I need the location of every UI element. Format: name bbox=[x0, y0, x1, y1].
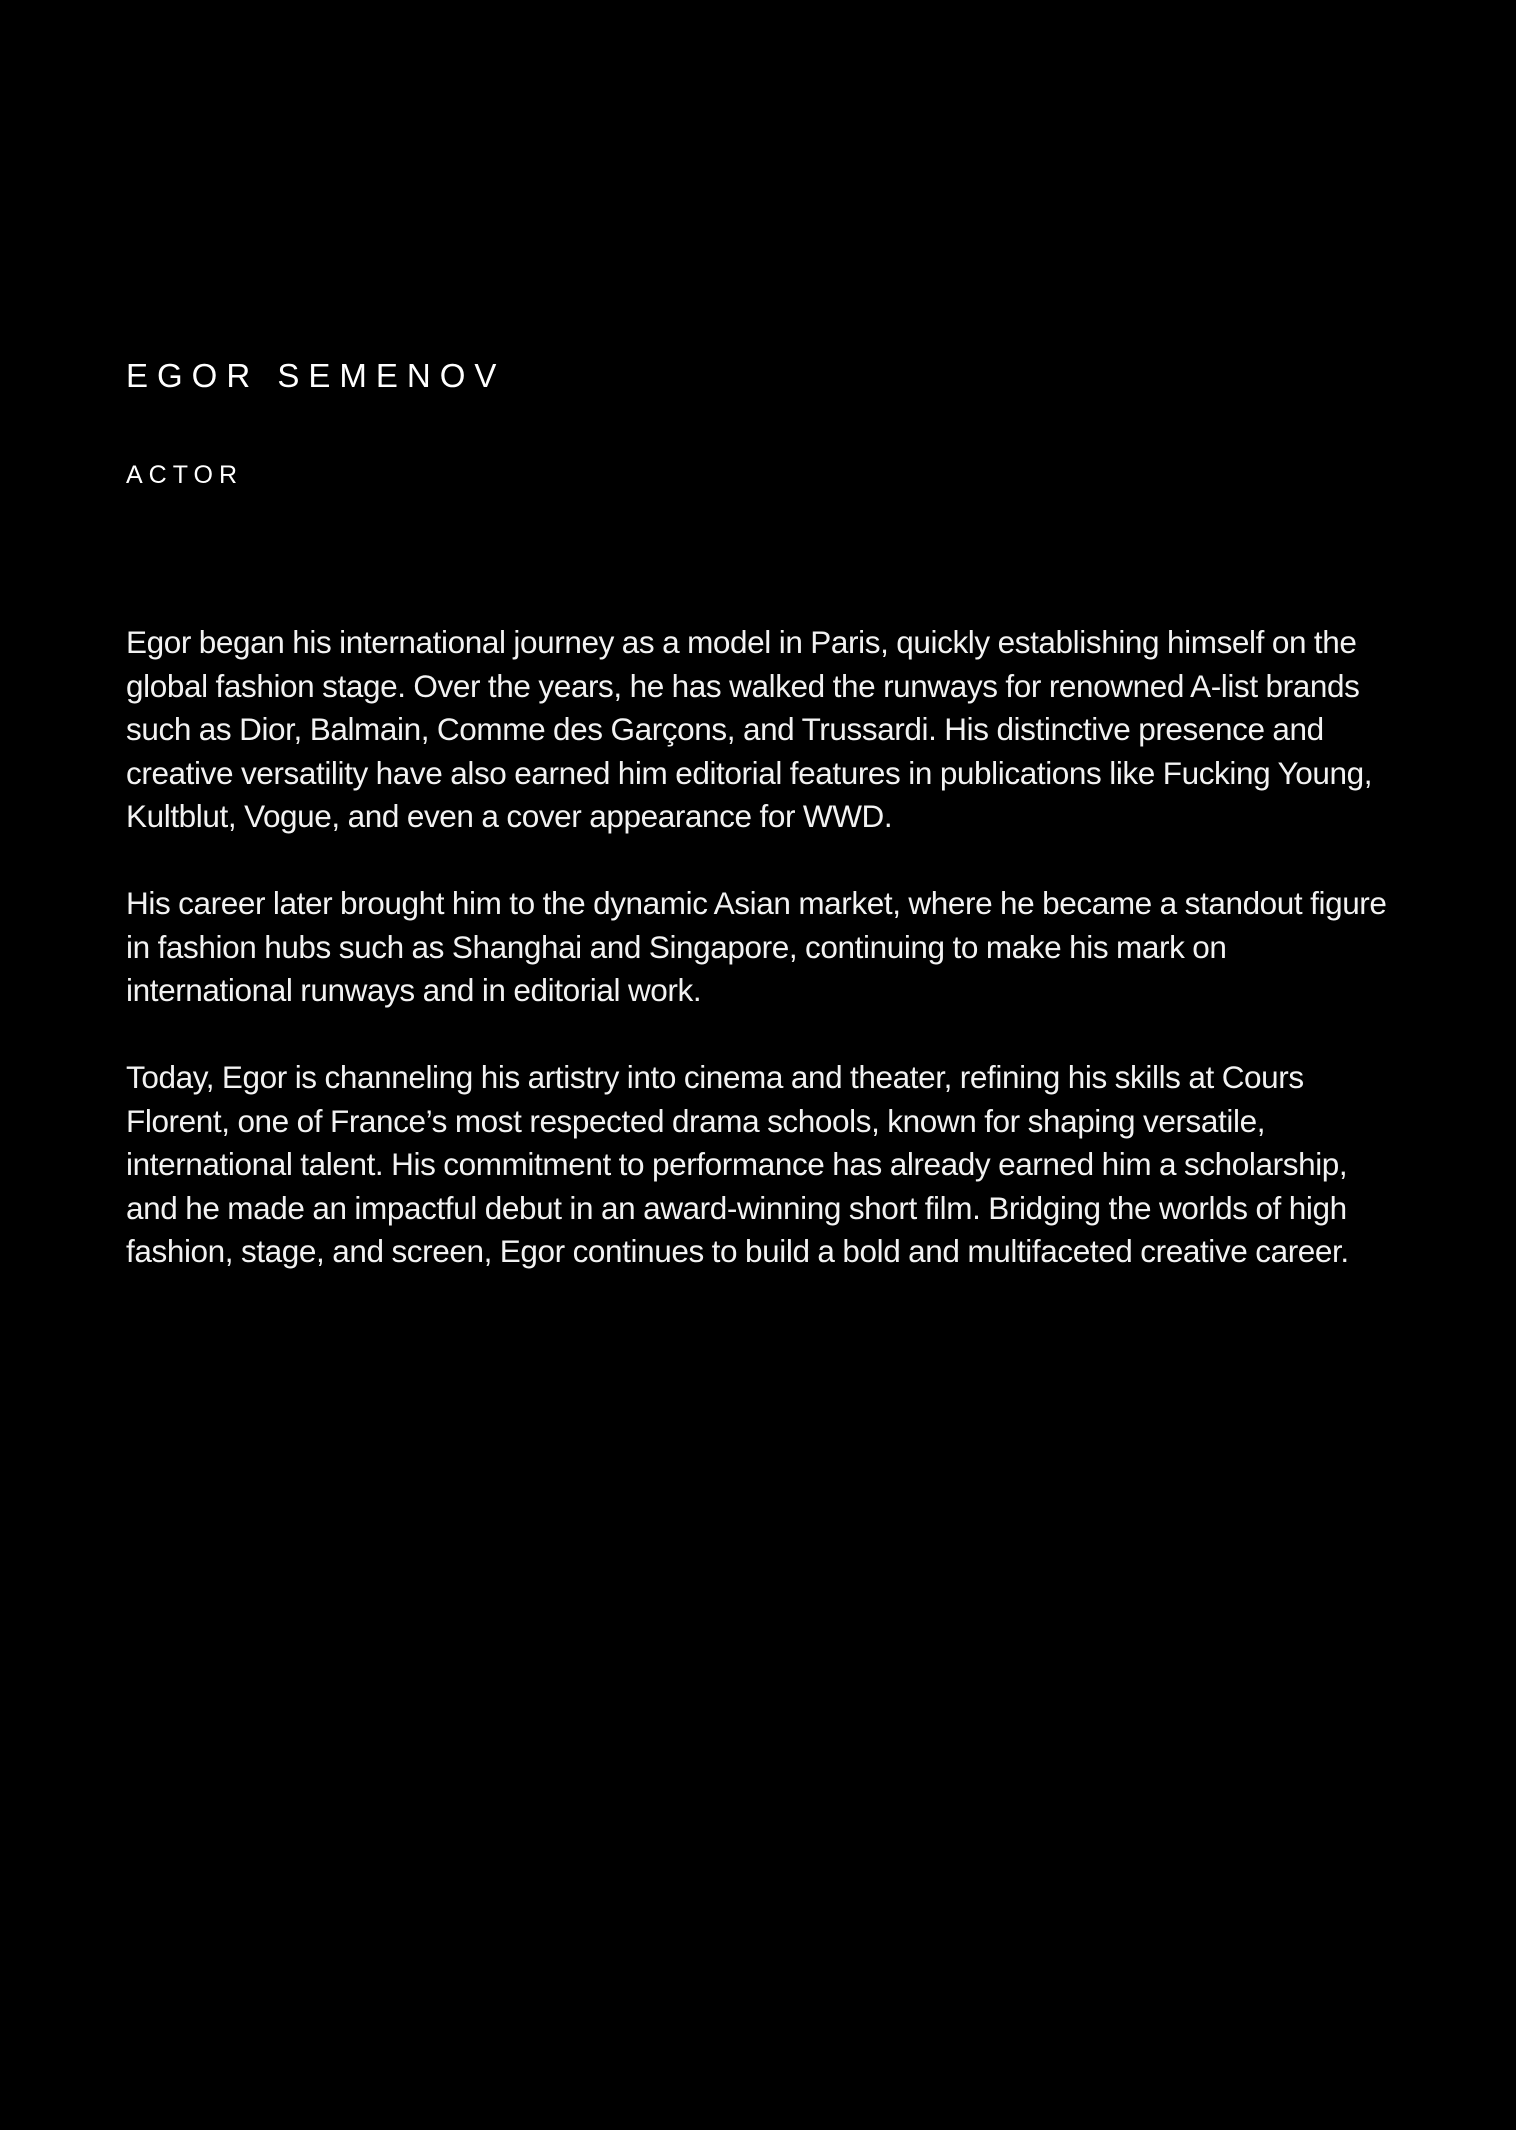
biography bbox=[126, 621, 1390, 1274]
bio-paragraph: Egor began his international journey as a model in Paris, quickly establishing himself on the global fashion stage. Over the years, he has walked the runways for renowned A-list brands such as Dior, Balmain, Comme des Garçons, and Trussardi. His distinctive presence and creative versatility have also earned him editorial features in publications like Fucking Young, Kultblut, Vogue, and even a cover appearance for WWD. bbox=[126, 624, 1373, 834]
bio-paragraph: His career later brought him to the dynamic Asian market, where he became a standout figure in fashion hubs such as Shanghai and Singapore, continuing to make his mark on international runways and in editorial work. bbox=[126, 885, 1387, 1008]
bio-paragraph: Today, Egor is channeling his artistry into cinema and theater, refining his skills at Cours Florent, one of France’s most respected drama schools, known for shaping versatile, international talent. His commitment to performance has already earned him a scholarship, and he made an impactful debut in an award-winning short film. Bridging the worlds of high fashion, stage, and screen, Egor continues to build a bold and multifaceted creative career. bbox=[126, 1059, 1349, 1269]
page-title: EGOR SEMENOV bbox=[126, 357, 506, 394]
page-subtitle: ACTOR bbox=[126, 461, 244, 489]
